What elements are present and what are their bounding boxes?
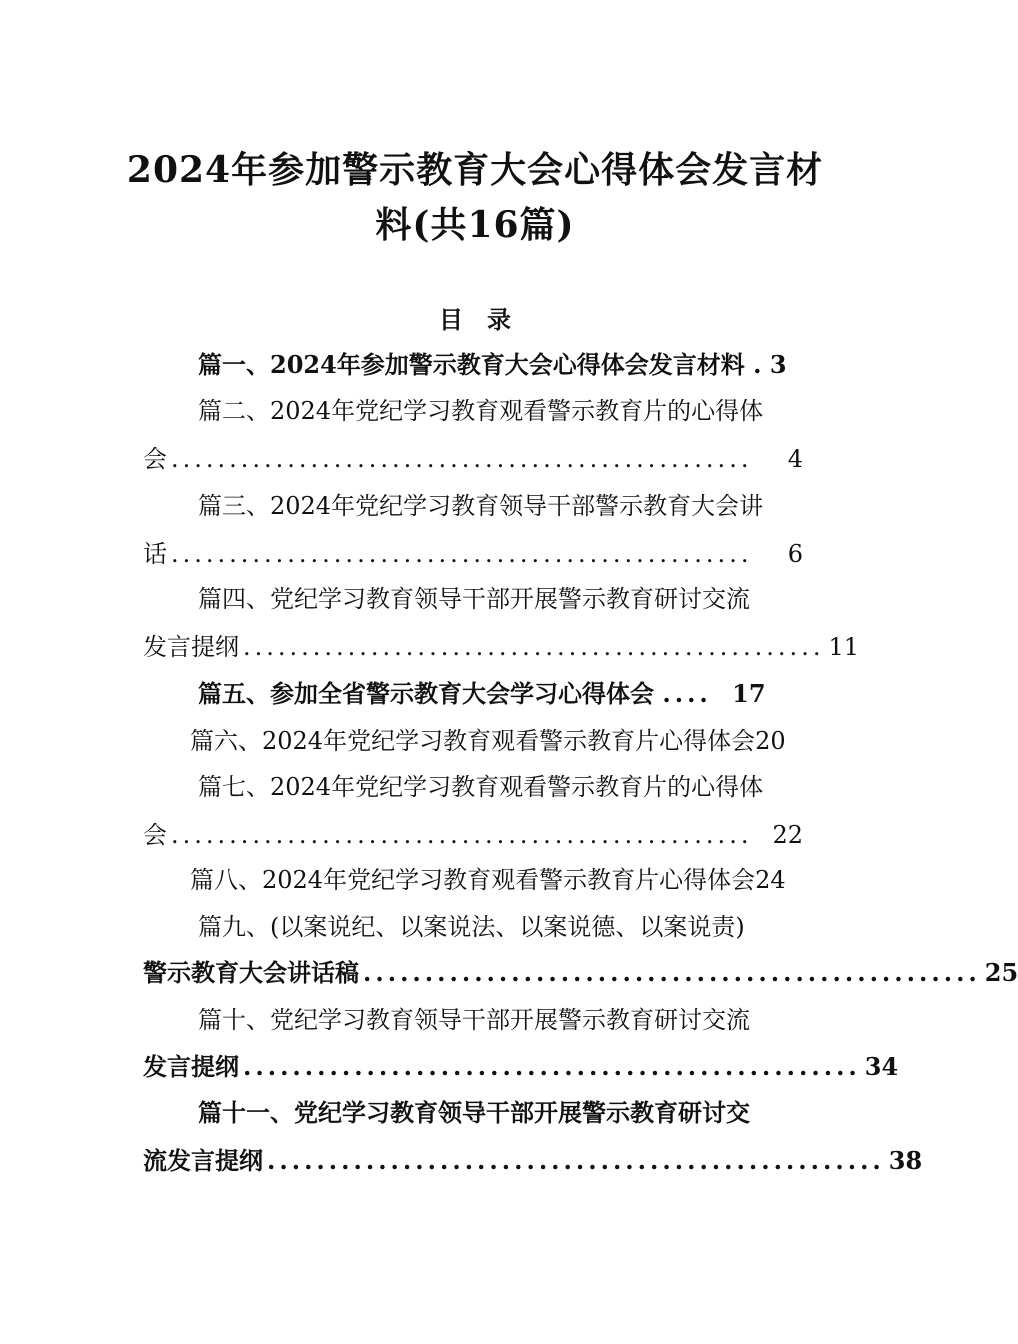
toc-entry-dots: . — [744, 350, 762, 379]
toc-entry-page: 34 — [864, 1052, 899, 1081]
toc-entry-text: 流发言提纲 — [143, 1146, 263, 1175]
toc-entry-7-line-1[interactable]: 篇七、2024年党纪学习教育观看警示教育片的心得体 — [198, 773, 764, 801]
toc-entry-text: 篇八、2024年党纪学习教育观看警示教育片心得体会 — [190, 866, 756, 894]
toc-entry-dots: .... — [662, 679, 712, 708]
toc-entry-8[interactable] — [190, 863, 786, 897]
toc-entry-text: 发言提纲 — [143, 633, 239, 661]
toc-entry-3-line-1[interactable]: 篇三、2024年党纪学习教育领导干部警示教育大会讲 — [198, 492, 764, 520]
document-title-line-2: 料(共16篇) — [375, 204, 575, 246]
toc-entry-page: 11 — [828, 633, 859, 661]
toc-entry-text: 警示教育大会讲话稿 — [143, 958, 359, 987]
toc-entry-page: 20 — [755, 727, 786, 755]
toc-entry-text: 会 — [143, 821, 167, 849]
toc-heading: 目录 — [439, 305, 535, 334]
toc-entry-text: 发言提纲 — [143, 1052, 239, 1081]
toc-entry-text: 篇六、2024年党纪学习教育观看警示教育片心得体会 — [190, 727, 756, 755]
toc-entry-dots: .................................................. — [363, 958, 981, 987]
toc-entry-6[interactable] — [190, 724, 786, 758]
toc-entry-dots: .................................................. — [267, 1146, 885, 1175]
toc-entry-page: 6 — [787, 540, 803, 568]
toc-entry-2-line-1[interactable]: 篇二、2024年党纪学习教育观看警示教育片的心得体 — [198, 397, 764, 425]
toc-entry-7-line-2[interactable] — [143, 818, 803, 852]
toc-entry-dots: .................................................. — [171, 540, 753, 568]
toc-entry-11-line-1[interactable]: 篇十一、党纪学习教育领导干部开展警示教育研讨交 — [198, 1098, 750, 1127]
toc-entry-page: 22 — [772, 821, 803, 849]
toc-entry-page: 4 — [787, 445, 803, 473]
toc-entry-text: 话 — [143, 540, 167, 568]
toc-entry-5[interactable] — [198, 677, 766, 711]
toc-entry-dots: .................................................. — [243, 1052, 861, 1081]
toc-entry-text: 篇五、参加全省警示教育大会学习心得体会 — [198, 679, 654, 708]
toc-entry-page: 25 — [984, 958, 1018, 987]
toc-entry-4-line-2[interactable] — [143, 630, 859, 664]
toc-entry-3-line-2[interactable] — [143, 537, 803, 571]
toc-entry-text: 会 — [143, 445, 167, 473]
document-title-line-1: 2024年参加警示教育大会心得体会发言材 — [126, 149, 824, 191]
toc-entry-2-line-2[interactable] — [143, 442, 803, 476]
toc-entry-dots: .................................................. — [243, 633, 825, 661]
toc-entry-11-line-2[interactable] — [143, 1144, 923, 1178]
toc-entry-dots: .................................................. — [171, 445, 753, 473]
toc-entry-text: 篇一、2024年参加警示教育大会心得体会发言材料 — [198, 350, 745, 379]
toc-entry-10-line-2[interactable] — [143, 1050, 899, 1084]
toc-entry-1[interactable] — [198, 348, 787, 382]
toc-entry-page: 17 — [732, 679, 766, 708]
toc-entry-dots: .................................................. — [171, 821, 753, 849]
toc-entry-page: 38 — [888, 1146, 923, 1175]
toc-entry-page: 24 — [755, 866, 786, 894]
toc-entry-page: 3 — [769, 350, 787, 379]
toc-entry-9-line-2[interactable] — [143, 956, 1018, 990]
toc-entry-4-line-1[interactable]: 篇四、党纪学习教育领导干部开展警示教育研讨交流 — [198, 585, 750, 613]
toc-entry-10-line-1[interactable]: 篇十、党纪学习教育领导干部开展警示教育研讨交流 — [198, 1006, 750, 1034]
toc-entry-9-line-1[interactable]: 篇九、(以案说纪、以案说法、以案说德、以案说责) — [198, 913, 745, 941]
